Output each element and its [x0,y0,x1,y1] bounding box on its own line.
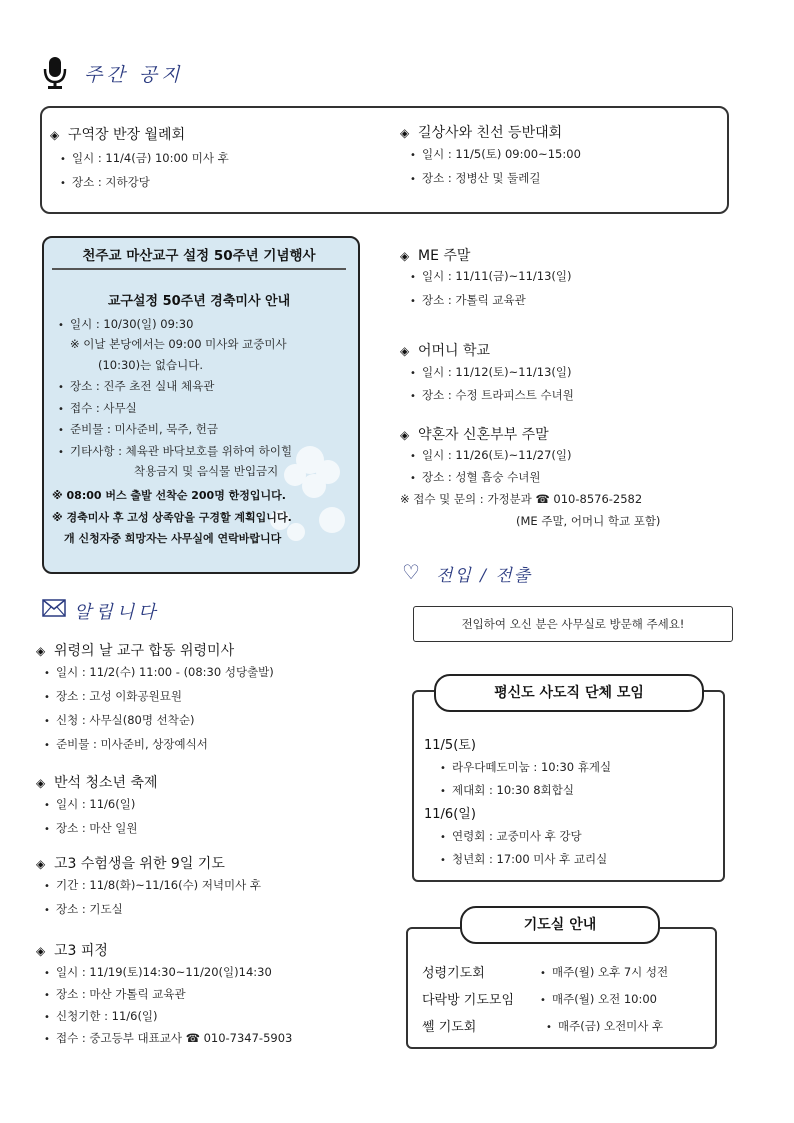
list-item: • 일시 : 11/19(토)14:30~11/20(일)14:30 [44,965,272,979]
list-item: • 장소 : 수정 트라피스트 수녀원 [410,388,574,402]
list-item: • 장소 : 지하강당 [60,175,150,189]
list-item: • 준비물 : 미사준비, 상장예식서 [44,737,208,751]
list-item: • 일시 : 11/11(금)~11/13(일) [410,269,572,283]
list-item: • 일시 : 10/30(일) 09:30 [58,317,194,331]
list-item: • 일시 : 11/26(토)~11/27(일) [410,448,572,462]
list-item: • 일시 : 11/2(수) 11:00 - (08:30 성당출발) [44,665,274,679]
list-item: • 준비물 : 미사준비, 묵주, 헌금 [58,422,219,436]
transfer-title: 전입 / 전출 [436,566,533,586]
notices-title: 알립니다 [74,602,160,623]
list-item: • 신청 : 사무실(80명 선착순) [44,713,195,727]
list-item: • 접수 : 사무실 [58,401,137,415]
section-title: ◈ 위령의 날 교구 합동 위령미사 [36,643,235,659]
list-item: • 청년회 : 17:00 미사 후 교리실 [440,852,608,866]
list-item: • 장소 : 기도실 [44,902,123,916]
weekly-notice-title: 주간 공지 [84,64,184,86]
list-item: • 일시 : 11/6(일) [44,797,136,811]
section-title: ◈ 고3 피정 [36,943,108,959]
prayer-name: 쎌 기도회 [422,1020,477,1035]
prayer-time: • 매주(월) 오후 7시 성전 [540,965,669,979]
list-item: (10:30)는 없습니다. [98,358,203,372]
heart-icon: ♡ [402,560,420,584]
day-label: 11/5(토) [424,738,476,753]
prayer-time: • 매주(월) 오전 10:00 [540,992,657,1006]
prayer-name: 성령기도회 [422,966,485,981]
anniversary-header: 천주교 마산교구 설정 50주년 기념행사 [52,244,346,270]
list-item: • 일시 : 11/12(토)~11/13(일) [410,365,572,379]
section-title: ◈ 어머니 학교 [400,343,491,359]
list-item: • 접수 : 중고등부 대표교사 ☎ 010-7347-5903 [44,1031,293,1045]
contact-line: (ME 주말, 어머니 학교 포함) [516,514,661,528]
envelope-icon [42,598,66,618]
list-item: • 장소 : 마산 가톨릭 교육관 [44,987,186,1001]
section-title: ◈ 반석 청소년 축제 [36,775,158,791]
transfer-message: 전입하여 오신 분은 사무실로 방문해 주세요! [461,617,685,631]
list-item: ※ 이날 본당에서는 09:00 미사와 교중미사 [70,337,287,351]
list-item: • 제대회 : 10:30 8회합실 [440,783,574,797]
notice-line: ※ 경축미사 후 고성 상족암을 구경할 계획입니다. [52,511,292,524]
list-item: • 라우다떼도미눔 : 10:30 휴게실 [440,760,612,774]
section-title: ◈ 고3 수험생을 위한 9일 기도 [36,856,225,872]
section-title: ◈ 길상사와 친선 등반대회 [400,125,563,141]
list-item: • 연령회 : 교중미사 후 강당 [440,829,582,843]
day-label: 11/6(일) [424,807,476,822]
list-item: • 장소 : 가톨릭 교육관 [410,293,526,307]
section-title: ◈ 구역장 반장 월례회 [50,127,186,143]
notice-line: 개 신청자중 희망자는 사무실에 연락바랍니다 [64,532,282,545]
list-item: • 일시 : 11/4(금) 10:00 미사 후 [60,151,229,165]
apostolate-title: 평신도 사도직 단체 모임 [434,674,704,712]
list-item: • 장소 : 정병산 및 둘레길 [410,171,541,185]
anniversary-subtitle: 교구설정 50주년 경축미사 안내 [107,294,291,309]
prayer-name: 다락방 기도모임 [422,993,515,1008]
list-item: • 장소 : 마산 일원 [44,821,138,835]
list-item: 착용금지 및 음식물 반입금지 [134,464,279,478]
section-title: ◈ ME 주말 [400,248,471,264]
list-item: • 일시 : 11/5(토) 09:00~15:00 [410,147,581,161]
notice-line: ※ 08:00 버스 출발 선착순 200명 한정입니다. [52,489,286,502]
section-title: ◈ 약혼자 신혼부부 주말 [400,427,549,443]
list-item: • 장소 : 진주 초전 실내 체육관 [58,379,215,393]
list-item: • 장소 : 고성 이화공원묘원 [44,689,182,703]
list-item: • 기타사항 : 체육관 바닥보호를 위하여 하이힐 [58,444,293,458]
microphone-icon [40,56,70,90]
prayer-title: 기도실 안내 [460,906,660,944]
prayer-time: • 매주(금) 오전미사 후 [546,1019,664,1033]
list-item: • 신청기한 : 11/6(일) [44,1009,158,1023]
contact-line: ※ 접수 및 문의 : 가정분과 ☎ 010-8576-2582 [400,492,643,506]
list-item: • 장소 : 성혈 흠숭 수녀원 [410,470,541,484]
list-item: • 기간 : 11/8(화)~11/16(수) 저녁미사 후 [44,878,262,892]
